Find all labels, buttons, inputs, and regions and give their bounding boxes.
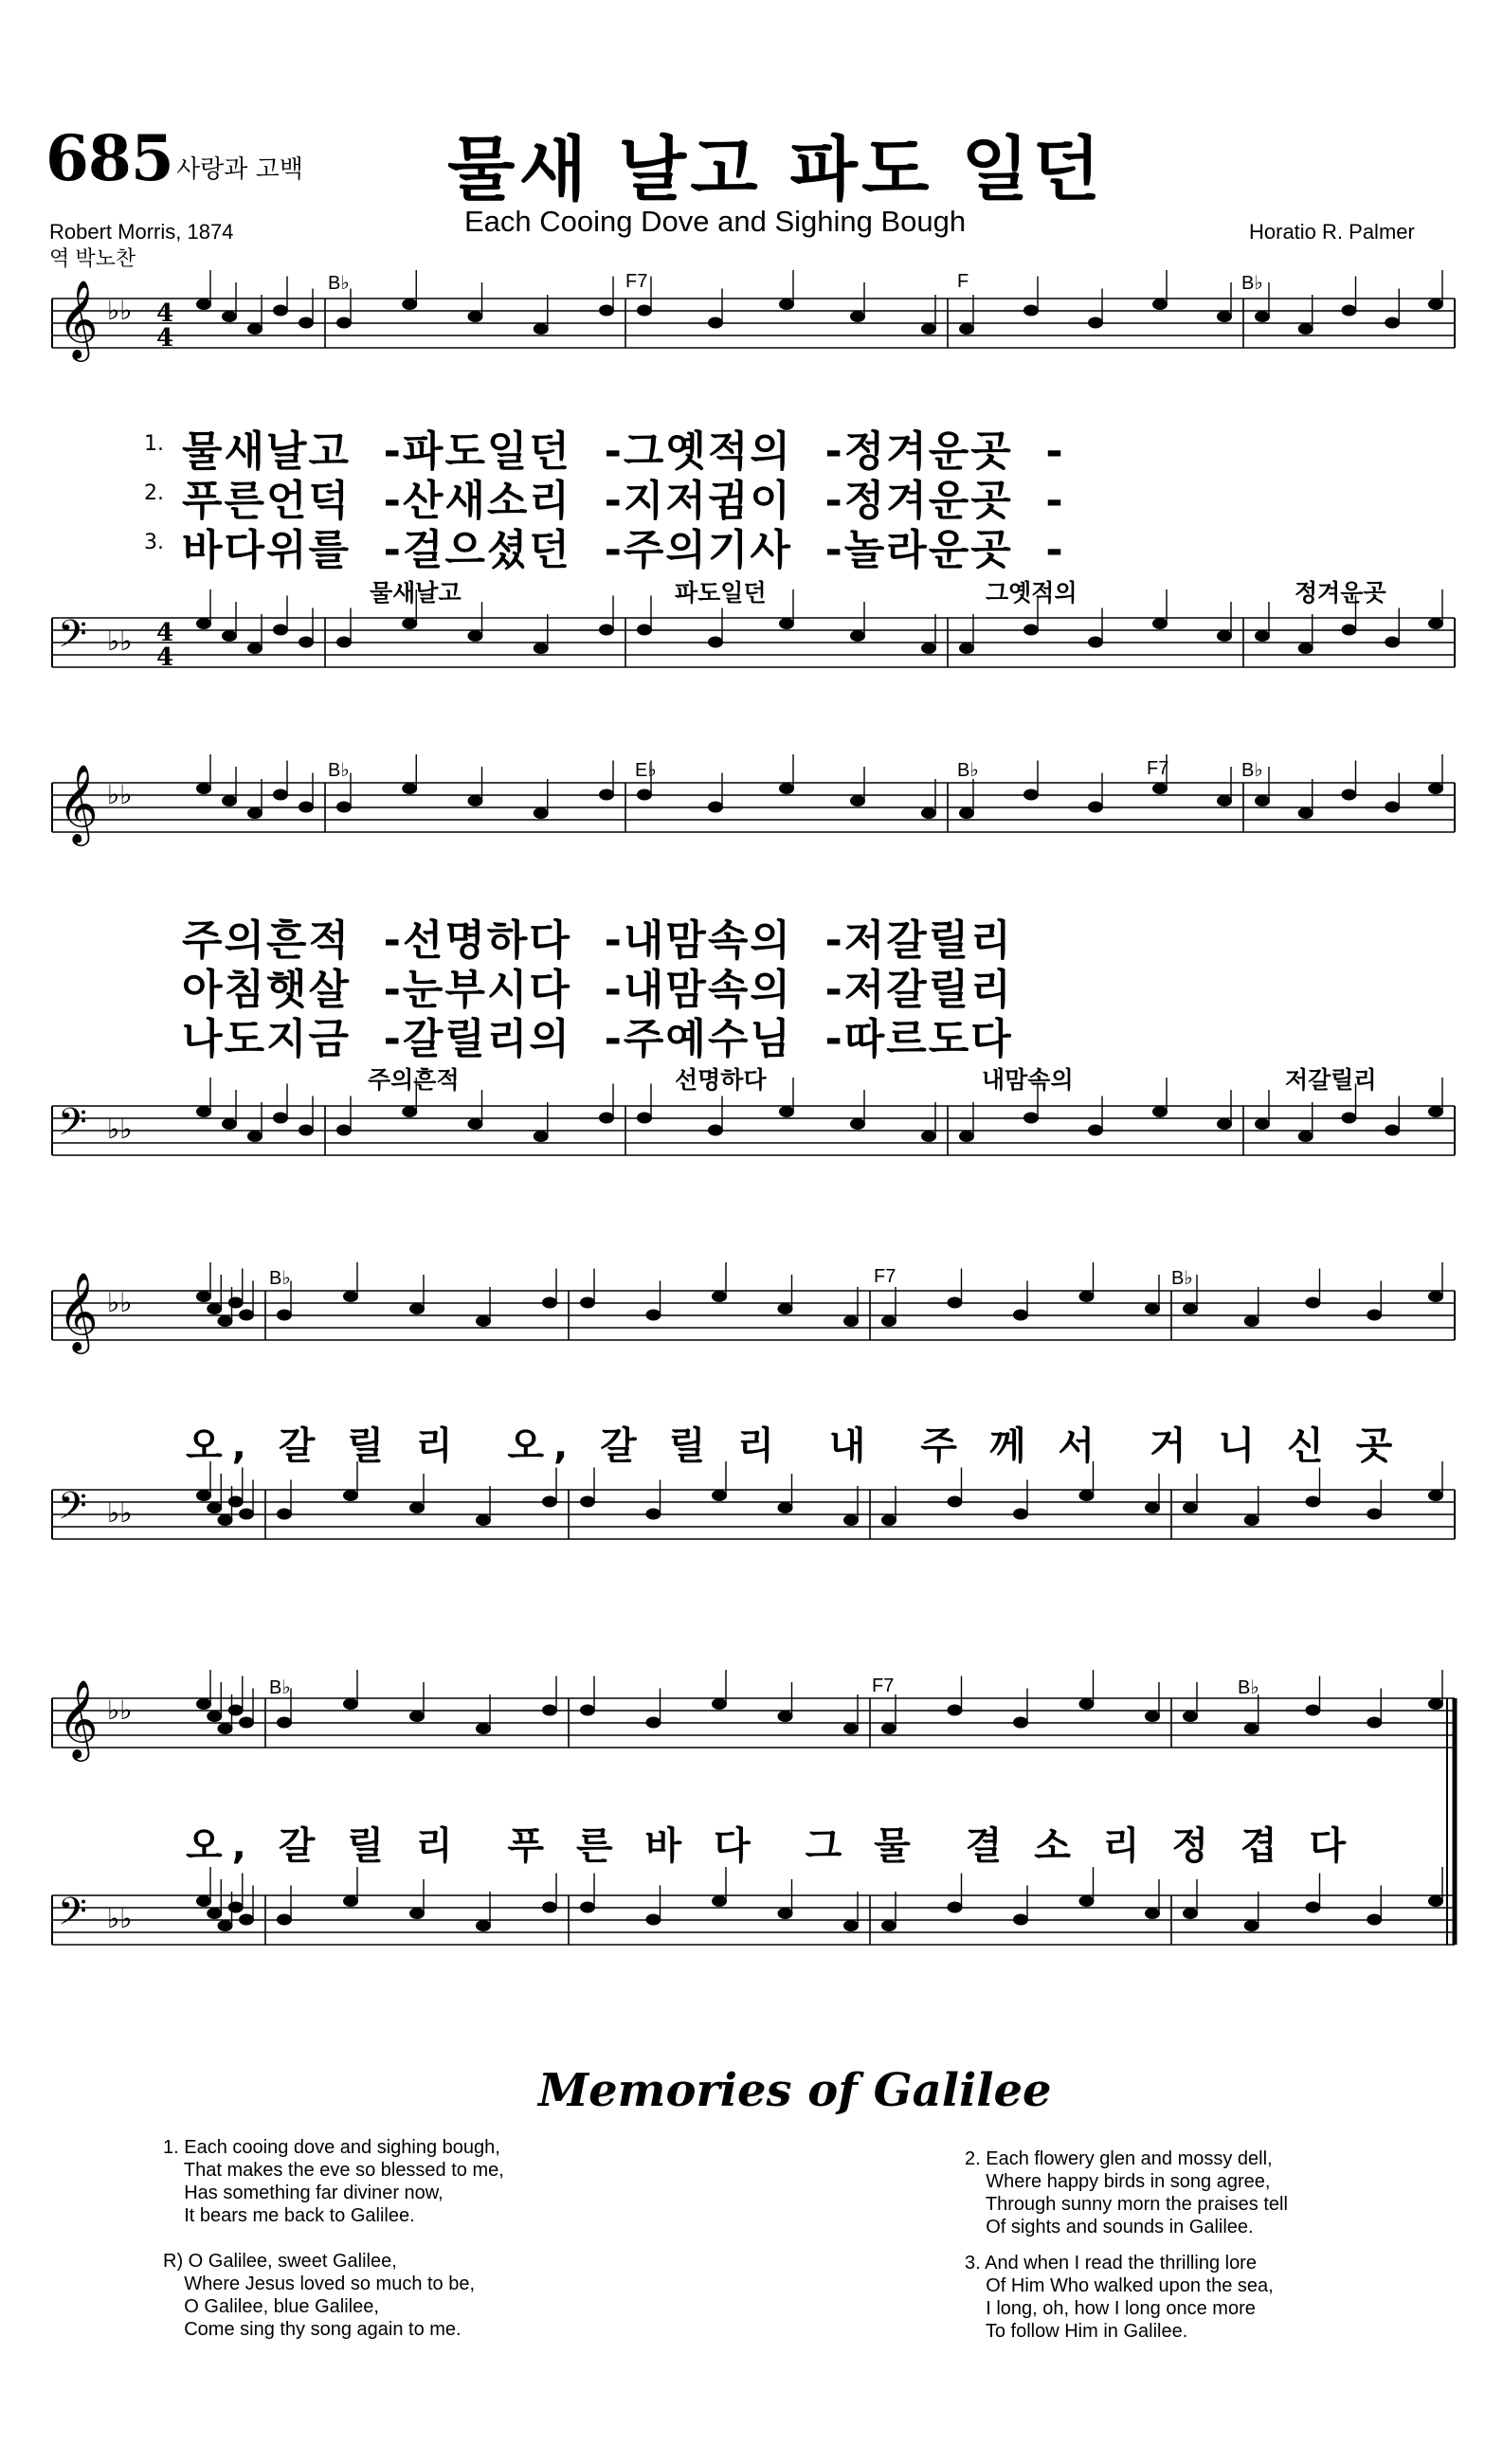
notehead (1385, 637, 1400, 648)
verse-number: 3. (144, 531, 164, 554)
notehead (1023, 1113, 1039, 1124)
key-signature: ♭♭ (107, 1114, 133, 1145)
notehead (542, 1902, 557, 1913)
notehead (1255, 630, 1270, 642)
notehead (778, 1908, 793, 1919)
notehead (843, 1315, 859, 1327)
notehead (708, 1125, 723, 1136)
alto-lyric: 저갈릴리 (1285, 1066, 1377, 1094)
notehead (1255, 1118, 1270, 1130)
notehead (778, 1502, 793, 1513)
translator: 역 박노찬 (49, 246, 136, 270)
chord-symbol: B♭ (269, 1268, 291, 1289)
bass-clef: 𝄢 (58, 1890, 87, 1943)
hymn-category: 사랑과 고백 (176, 155, 303, 184)
notehead (921, 643, 936, 654)
notehead (277, 1310, 292, 1321)
notehead (921, 323, 936, 335)
notehead (299, 802, 314, 813)
notehead (1013, 1717, 1028, 1729)
notehead (222, 795, 237, 806)
notehead (646, 1509, 661, 1520)
notehead (1217, 1118, 1232, 1130)
notehead (1013, 1914, 1028, 1926)
notehead (1152, 1106, 1168, 1117)
notehead (1298, 643, 1313, 654)
notehead (1244, 1315, 1259, 1327)
notehead (881, 1920, 896, 1931)
notehead (1367, 1509, 1382, 1520)
notehead (948, 1902, 963, 1913)
notehead (1244, 1723, 1259, 1734)
notehead (1306, 1902, 1321, 1913)
notehead (228, 1496, 244, 1508)
bass-clef: 𝄢 (58, 612, 87, 665)
key-signature: ♭♭ (107, 779, 133, 810)
notehead (1088, 637, 1103, 648)
notehead (1385, 802, 1400, 813)
notehead (222, 630, 237, 642)
notehead (646, 1914, 661, 1926)
hymn-title: 물새 날고 파도 일던 (447, 129, 1105, 210)
notehead (1428, 618, 1443, 629)
notehead (1217, 630, 1232, 642)
bass-clef: 𝄢 (58, 1484, 87, 1537)
notehead (196, 1291, 211, 1302)
chord-symbol: B♭ (269, 1677, 291, 1698)
notehead (1079, 1291, 1095, 1302)
notehead (207, 1303, 222, 1314)
notehead (1145, 1303, 1160, 1314)
notehead (247, 807, 263, 819)
notehead (959, 1131, 974, 1142)
notehead (1183, 1908, 1198, 1919)
notehead (712, 1895, 727, 1907)
notehead (1244, 1514, 1259, 1526)
notehead (1255, 795, 1270, 806)
notehead (599, 305, 614, 317)
verse-lyric: 아침햇살 -눈부시다 -내맘속의 -저갈릴리 (182, 966, 1013, 1014)
notehead (1385, 317, 1400, 329)
english-title: Memories of Galilee (538, 2064, 1052, 2117)
notehead (712, 1698, 727, 1710)
notehead (207, 1908, 222, 1919)
refrain-lyric: 오, 갈 릴 리 푸 른 바 다 그 물 결 소 리 정 겹 다 (186, 1824, 1356, 1868)
notehead (218, 1920, 233, 1931)
notehead (476, 1315, 491, 1327)
notehead (959, 323, 974, 335)
notehead (239, 1509, 254, 1520)
alto-lyric: 그옛적의 (986, 579, 1077, 607)
bass-clef: 𝄢 (58, 1100, 87, 1153)
notehead (712, 1490, 727, 1501)
notehead (1428, 1895, 1443, 1907)
notehead (468, 630, 483, 642)
notehead (402, 299, 417, 310)
notehead (1367, 1717, 1382, 1729)
chord-symbol: B♭ (1241, 273, 1263, 294)
notehead (599, 789, 614, 801)
notehead (239, 1914, 254, 1926)
notehead (637, 789, 652, 801)
key-signature: ♭♭ (107, 1287, 133, 1318)
notehead (207, 1502, 222, 1513)
notehead (637, 625, 652, 636)
hymn-subtitle: Each Cooing Dove and Sighing Bough (464, 205, 967, 238)
notehead (778, 1303, 793, 1314)
english-verse-2: 2. Each flowery glen and mossy dell, Where happy birds in song agree, Through sunny morn the praises tell Of sights and sounds in Galilee. (965, 2148, 1288, 2238)
treble-clef: 𝄞 (58, 1271, 99, 1350)
notehead (239, 1310, 254, 1321)
verse-lyric: 푸른언덕 -산새소리 -지저귐이 -정겨운곳 - (182, 477, 1065, 525)
notehead (1428, 1106, 1443, 1117)
notehead (1217, 795, 1232, 806)
notehead (409, 1303, 425, 1314)
notehead (277, 1717, 292, 1729)
notehead (534, 643, 549, 654)
notehead (1428, 1490, 1443, 1501)
notehead (959, 643, 974, 654)
notehead (336, 317, 352, 329)
verse-number: 1. (144, 432, 164, 456)
time-signature: 4 (156, 643, 174, 672)
notehead (542, 1496, 557, 1508)
notehead (850, 630, 865, 642)
notehead (476, 1723, 491, 1734)
notehead (247, 643, 263, 654)
verse-lyric: 물새날고 -파도일던 -그옛적의 -정겨운곳 - (182, 427, 1065, 476)
notehead (1342, 625, 1357, 636)
notehead (580, 1496, 595, 1508)
notehead (207, 1711, 222, 1722)
notehead (247, 323, 263, 335)
time-signature: 4 (156, 299, 174, 328)
notehead (843, 1723, 859, 1734)
notehead (637, 305, 652, 317)
notehead (218, 1315, 233, 1327)
notehead (222, 311, 237, 322)
chord-symbol: E♭ (635, 760, 657, 781)
notehead (1088, 1125, 1103, 1136)
notehead (273, 789, 288, 801)
chord-symbol: F7 (1147, 758, 1169, 779)
notehead (959, 807, 974, 819)
notehead (881, 1723, 896, 1734)
notehead (1088, 802, 1103, 813)
notehead (1013, 1509, 1028, 1520)
notehead (409, 1908, 425, 1919)
notehead (402, 618, 417, 629)
notehead (196, 783, 211, 794)
notehead (881, 1315, 896, 1327)
notehead (1152, 783, 1168, 794)
notehead (336, 637, 352, 648)
notehead (948, 1705, 963, 1716)
alto-lyric: 주의흔적 (368, 1066, 460, 1094)
notehead (273, 1113, 288, 1124)
notehead (850, 1118, 865, 1130)
notehead (778, 1711, 793, 1722)
notehead (1023, 625, 1039, 636)
notehead (196, 1490, 211, 1501)
notehead (1306, 1496, 1321, 1508)
notehead (299, 317, 314, 329)
notehead (843, 1920, 859, 1931)
notehead (468, 795, 483, 806)
notehead (948, 1297, 963, 1309)
chord-symbol: B♭ (1171, 1268, 1193, 1289)
notehead (1306, 1297, 1321, 1309)
notehead (850, 311, 865, 322)
notehead (921, 1131, 936, 1142)
notehead (1385, 1125, 1400, 1136)
treble-clef: 𝄞 (58, 1678, 99, 1758)
notehead (299, 1125, 314, 1136)
notehead (1079, 1895, 1095, 1907)
notehead (343, 1490, 358, 1501)
notehead (277, 1914, 292, 1926)
time-signature: 4 (156, 619, 174, 647)
notehead (409, 1502, 425, 1513)
notehead (273, 625, 288, 636)
chord-symbol: B♭ (1238, 1677, 1259, 1698)
notehead (580, 1297, 595, 1309)
chord-symbol: B♭ (957, 760, 979, 781)
notehead (1152, 299, 1168, 310)
hymn-number: 685 (45, 121, 173, 195)
notehead (196, 1106, 211, 1117)
key-signature: ♭♭ (107, 295, 133, 326)
time-signature: 4 (156, 324, 174, 353)
notehead (402, 783, 417, 794)
verse-lyric: 주의흔적 -선명하다 -내맘속의 -저갈릴리 (182, 916, 1013, 965)
verse-lyric: 바다위를 -걸으셨던 -주의기사 -놀라운곳 - (182, 526, 1065, 574)
notehead (299, 637, 314, 648)
treble-clef: 𝄞 (58, 279, 99, 358)
notehead (409, 1711, 425, 1722)
alto-lyric: 선명하다 (675, 1066, 767, 1094)
notehead (343, 1698, 358, 1710)
notehead (1342, 1113, 1357, 1124)
notehead (1342, 305, 1357, 317)
notehead (343, 1291, 358, 1302)
notehead (843, 1514, 859, 1526)
notehead (1088, 317, 1103, 329)
notehead (881, 1514, 896, 1526)
notehead (779, 783, 794, 794)
notehead (468, 1118, 483, 1130)
notehead (637, 1113, 652, 1124)
chord-symbol: F7 (874, 1266, 896, 1287)
chord-symbol: F (957, 271, 969, 292)
key-signature: ♭♭ (107, 625, 133, 657)
notehead (1023, 305, 1039, 317)
notehead (196, 1895, 211, 1907)
treble-clef: 𝄞 (58, 763, 99, 842)
key-signature: ♭♭ (107, 1497, 133, 1529)
key-signature: ♭♭ (107, 1694, 133, 1726)
chord-symbol: F7 (625, 271, 648, 292)
alto-lyric: 정겨운곳 (1295, 579, 1386, 607)
notehead (779, 1106, 794, 1117)
notehead (1217, 311, 1232, 322)
notehead (228, 1297, 244, 1309)
notehead (599, 625, 614, 636)
notehead (646, 1717, 661, 1729)
notehead (1298, 1131, 1313, 1142)
notehead (1145, 1711, 1160, 1722)
notehead (779, 299, 794, 310)
notehead (850, 795, 865, 806)
notehead (222, 1118, 237, 1130)
notehead (277, 1509, 292, 1520)
notehead (921, 807, 936, 819)
notehead (1079, 1490, 1095, 1501)
refrain-lyric: 오, 갈 릴 리 오, 갈 릴 리 내 주 께 서 거 니 신 곳 (186, 1424, 1403, 1468)
notehead (1428, 1698, 1443, 1710)
notehead (1183, 1711, 1198, 1722)
notehead (1342, 789, 1357, 801)
english-verse-3: 3. And when I read the thrilling lore Of Him Who walked upon the sea, I long, oh, how I long once more To follow Him in Galilee. (965, 2253, 1274, 2342)
notehead (336, 1125, 352, 1136)
chord-symbol: F7 (872, 1676, 895, 1696)
notehead (1023, 789, 1039, 801)
notehead (1428, 783, 1443, 794)
notehead (542, 1297, 557, 1309)
notehead (580, 1705, 595, 1716)
alto-lyric: 내맘속의 (982, 1066, 1074, 1094)
alto-lyric: 파도일던 (675, 579, 767, 607)
notehead (468, 311, 483, 322)
notehead (218, 1723, 233, 1734)
notehead (1013, 1310, 1028, 1321)
notehead (1306, 1705, 1321, 1716)
notehead (228, 1902, 244, 1913)
verse-number: 2. (144, 481, 164, 505)
notehead (708, 317, 723, 329)
notehead (534, 323, 549, 335)
chord-symbol: B♭ (328, 273, 350, 294)
notehead (476, 1920, 491, 1931)
notehead (1152, 618, 1168, 629)
notehead (1367, 1310, 1382, 1321)
english-refrain: R) O Galilee, sweet Galilee, Where Jesus loved so much to be, O Galilee, blue Galilee, Come sing thy song again to me. (163, 2251, 476, 2340)
notehead (1183, 1303, 1198, 1314)
composer: Horatio R. Palmer (1249, 220, 1415, 244)
notehead (708, 802, 723, 813)
notehead (1244, 1920, 1259, 1931)
notehead (1079, 1698, 1095, 1710)
notehead (1298, 323, 1313, 335)
notehead (273, 305, 288, 317)
notehead (708, 637, 723, 648)
notehead (1428, 299, 1443, 310)
notehead (196, 1698, 211, 1710)
notehead (228, 1705, 244, 1716)
notehead (712, 1291, 727, 1302)
notehead (218, 1514, 233, 1526)
notehead (599, 1113, 614, 1124)
notehead (402, 1106, 417, 1117)
notehead (1255, 311, 1270, 322)
notehead (542, 1705, 557, 1716)
notehead (580, 1902, 595, 1913)
notehead (1145, 1908, 1160, 1919)
notehead (196, 299, 211, 310)
chord-symbol: B♭ (1241, 760, 1263, 781)
notehead (1183, 1502, 1198, 1513)
notehead (336, 802, 352, 813)
notehead (948, 1496, 963, 1508)
verse-lyric: 나도지금 -갈릴리의 -주예수님 -따르도다 (182, 1015, 1013, 1063)
key-signature: ♭♭ (107, 1903, 133, 1934)
notehead (1428, 1291, 1443, 1302)
notehead (196, 618, 211, 629)
notehead (779, 618, 794, 629)
notehead (1145, 1502, 1160, 1513)
notehead (343, 1895, 358, 1907)
notehead (534, 1131, 549, 1142)
chord-symbol: B♭ (328, 760, 350, 781)
notehead (534, 807, 549, 819)
english-verse-1: 1. Each cooing dove and sighing bough, That makes the eve so blessed to me, Has something far diviner now, It bears me back to Galilee. (163, 2137, 504, 2226)
lyricist: Robert Morris, 1874 (49, 220, 234, 244)
notehead (1298, 807, 1313, 819)
notehead (239, 1717, 254, 1729)
notehead (476, 1514, 491, 1526)
notehead (646, 1310, 661, 1321)
alto-lyric: 물새날고 (370, 579, 462, 607)
notehead (247, 1131, 263, 1142)
notehead (1367, 1914, 1382, 1926)
